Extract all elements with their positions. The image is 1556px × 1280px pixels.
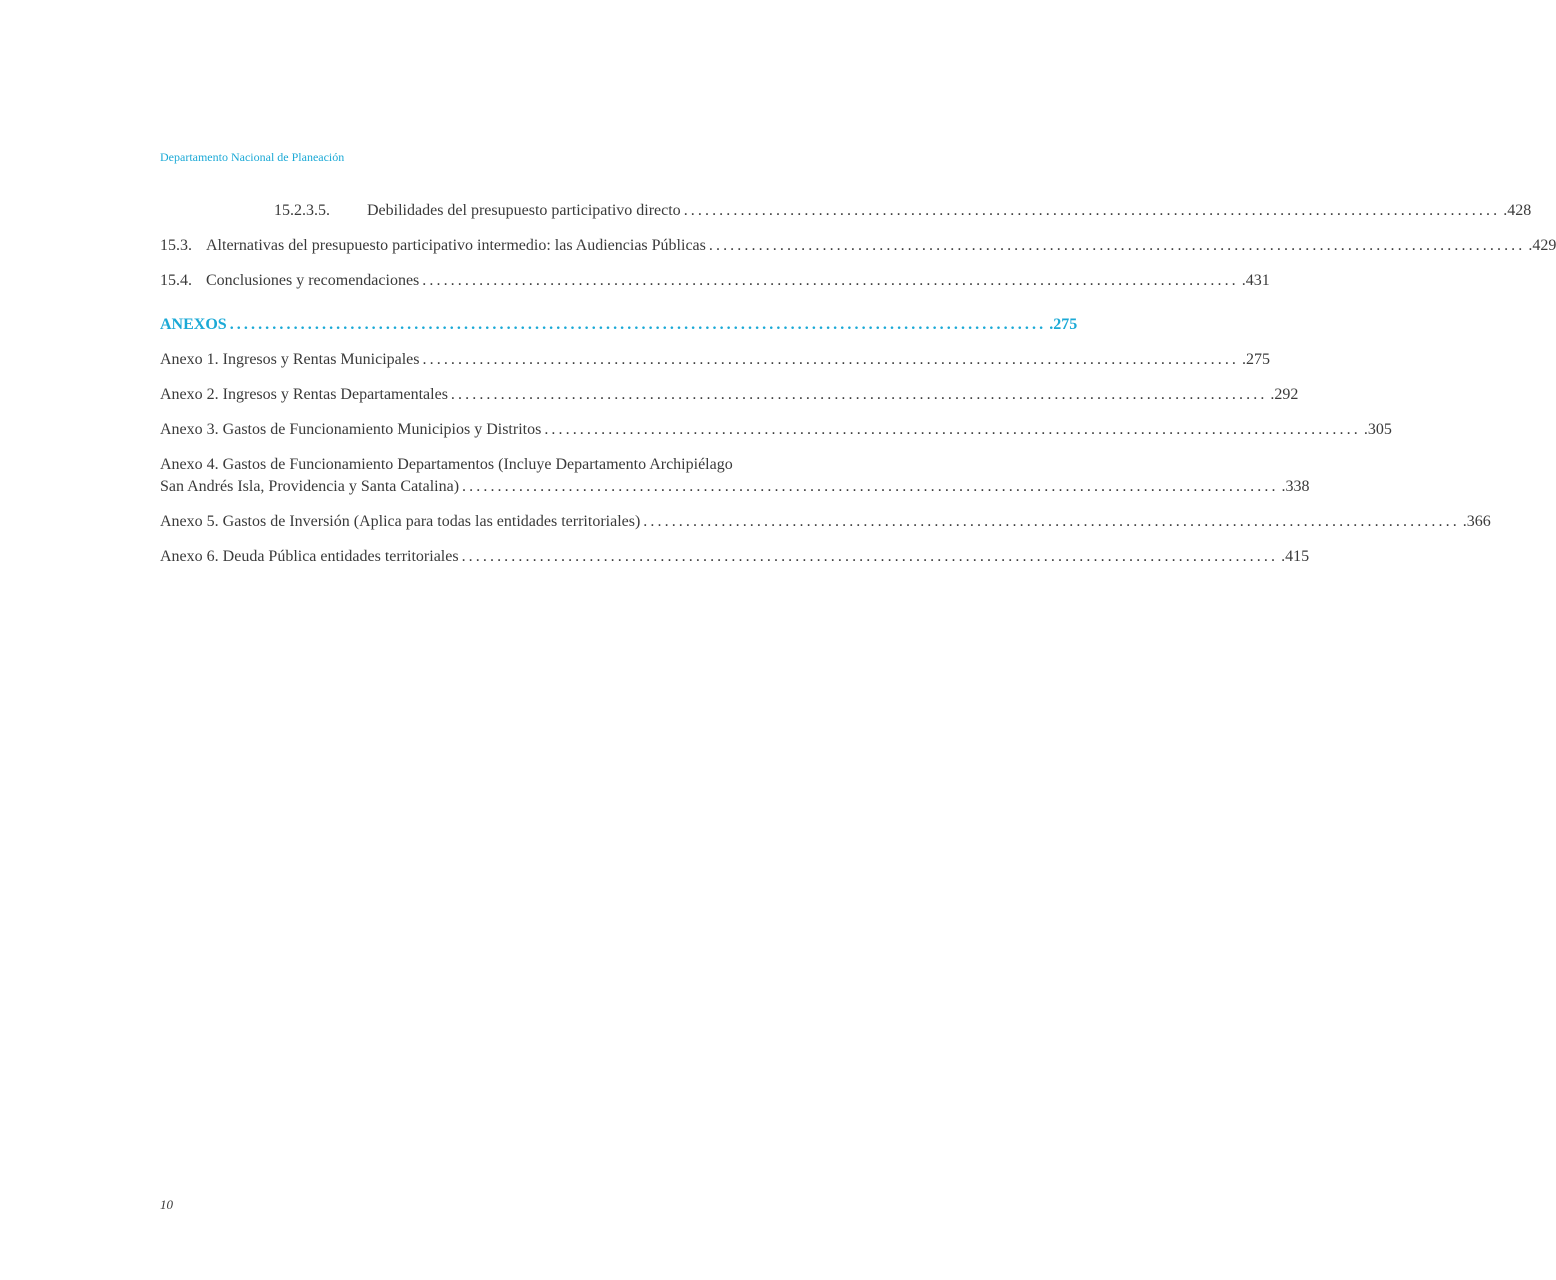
toc-entry-page: .305 — [1363, 421, 1392, 438]
toc-annex-entry[interactable] — [160, 384, 1299, 406]
running-header: Departamento Nacional de Planeación — [160, 150, 345, 164]
toc-entry-title: Alternativas del presupuesto participativo intermedio: las Audiencias Públicas — [206, 237, 706, 254]
toc-annex-entry[interactable] — [160, 419, 1392, 441]
dot-leader: ................................................................................................................... — [229, 316, 1047, 333]
dot-leader: ................................................................................................................... — [422, 272, 1239, 289]
toc-entry-title: Conclusiones y recomendaciones — [206, 272, 420, 289]
toc-entry-number: 15.4. — [160, 272, 192, 289]
toc-entry-title: Anexo 6. Deuda Pública entidades territoriales — [160, 548, 459, 565]
dot-leader: ................................................................................................................... — [450, 386, 1268, 403]
toc-entry-page: .431 — [1241, 272, 1270, 289]
dot-leader: ................................................................................................................... — [461, 548, 1279, 565]
dot-leader: ................................................................................................................... — [422, 351, 1240, 368]
toc-entry[interactable] — [160, 270, 1270, 292]
toc-entry-number: 15.2.3.5. — [274, 202, 330, 219]
toc-entry-page: .429 — [1528, 237, 1556, 254]
toc-entry-title: Anexo 5. Gastos de Inversión (Aplica para todas las entidades territoriales) — [160, 513, 641, 530]
dot-leader: ................................................................................................................... — [544, 421, 1361, 438]
toc-entry[interactable] — [160, 200, 1532, 222]
toc-section-page: .275 — [1049, 316, 1078, 333]
toc-annex-entry[interactable] — [160, 349, 1271, 371]
toc-entry-title: Debilidades del presupuesto participativo directo — [367, 202, 681, 219]
toc-entry-page: .292 — [1270, 386, 1299, 403]
toc-annex-entry[interactable] — [160, 511, 1491, 533]
toc-entry-page: .415 — [1281, 548, 1310, 565]
toc-entry-page: .338 — [1281, 478, 1310, 495]
toc-annex-entry[interactable] — [160, 546, 1310, 568]
page-number: 10 — [160, 1197, 173, 1212]
toc-entry-title: Anexo 2. Ingresos y Rentas Departamentales — [160, 386, 448, 403]
dot-leader: ................................................................................................................... — [683, 202, 1501, 219]
toc-entry-title: Anexo 1. Ingresos y Rentas Municipales — [160, 351, 420, 368]
toc-entry[interactable] — [160, 235, 1556, 257]
toc-entry-title-line1: Anexo 4. Gastos de Funcionamiento Departamentos (Incluye Departamento Archipiélago — [160, 456, 733, 473]
toc-entry-number: 15.3. — [160, 237, 192, 254]
toc-entry-page: .275 — [1242, 351, 1271, 368]
toc-entry-line2 — [160, 476, 1310, 498]
toc-entry-title-line2: San Andrés Isla, Providencia y Santa Catalina) — [160, 478, 460, 495]
toc-entry-page: .428 — [1503, 202, 1532, 219]
toc-entry-title: Anexo 3. Gastos de Funcionamiento Municipios y Distritos — [160, 421, 542, 438]
dot-leader: ................................................................................................................... — [462, 478, 1279, 495]
toc-section-annexes[interactable] — [160, 314, 1078, 336]
dot-leader: ................................................................................................................... — [643, 513, 1460, 530]
toc-entry-page: .366 — [1462, 513, 1491, 530]
dot-leader: ................................................................................................................... — [708, 237, 1526, 254]
toc-annex-entry[interactable] — [160, 454, 1310, 498]
toc-section-title: ANEXOS — [160, 316, 227, 333]
